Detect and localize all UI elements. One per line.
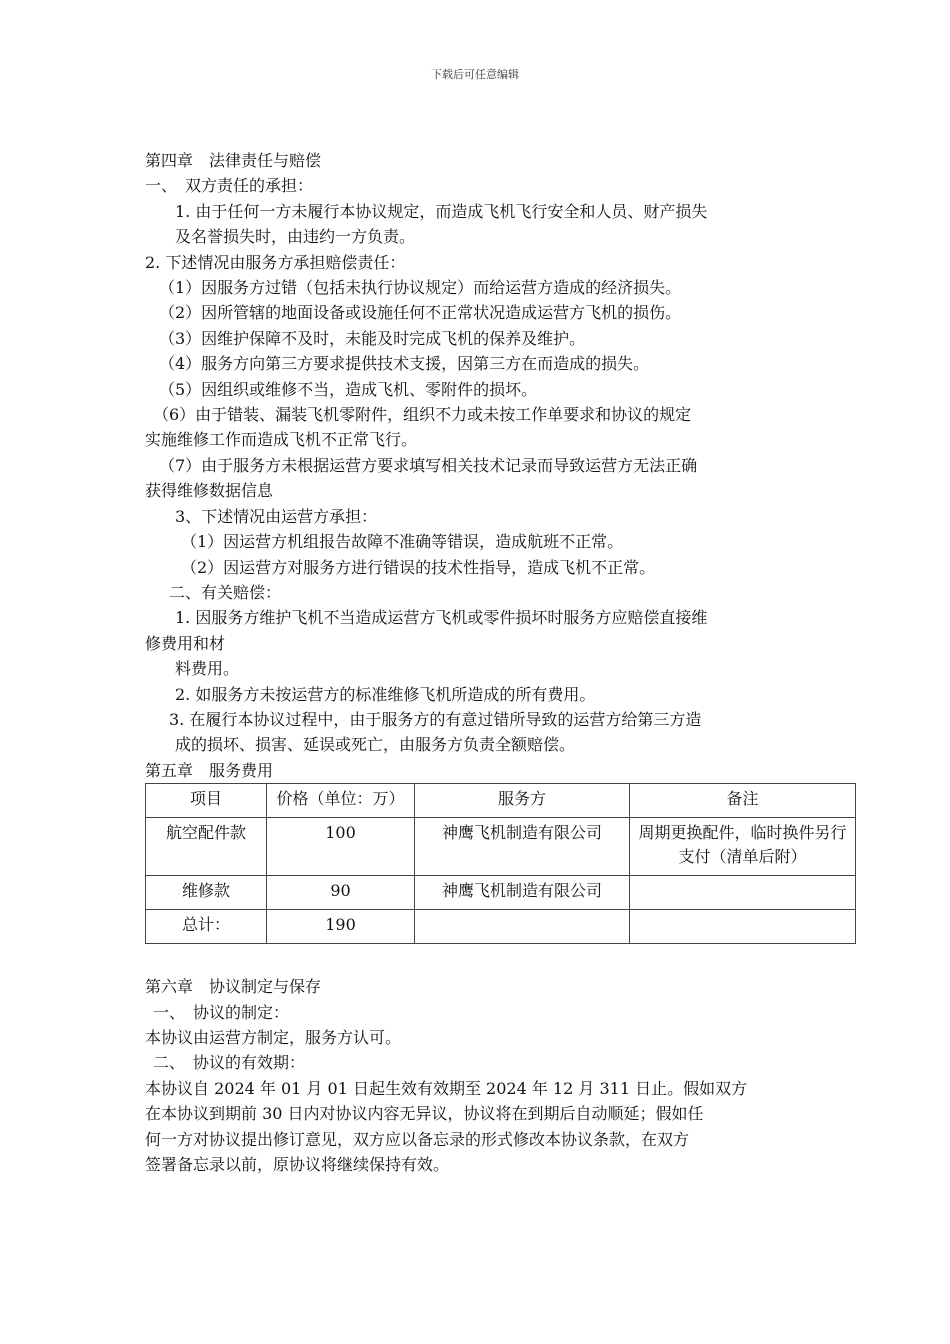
list-item: （1）因运营方机组报告故障不准确等错误，造成航班不正常。 — [181, 532, 624, 552]
paragraph: 签署备忘录以前，原协议将继续保持有效。 — [145, 1155, 450, 1174]
table-row — [146, 910, 856, 944]
list-item: （7）由于服务方未根据运营方要求填写相关技术记录而导致运营方无法正确 — [159, 455, 698, 475]
section-heading: 二、 协议的有效期： — [153, 1053, 306, 1073]
table-cell: 90 — [267, 876, 415, 910]
paragraph: 本协议由运营方制定，服务方认可。 — [145, 1027, 402, 1047]
paragraph: 1. 因服务方维护飞机不当造成运营方飞机或零件损坏时服务方应赔偿直接维 — [175, 608, 708, 628]
list-item: （2）因所管辖的地面设备或设施任何不正常状况造成运营方飞机的损伤。 — [159, 303, 682, 323]
section-heading: 一、 协议的制定： — [153, 1002, 290, 1022]
chapter-5-title: 第五章 服务费用 — [145, 760, 274, 780]
paragraph: 料费用。 — [175, 659, 240, 679]
table-cell: 100 — [267, 818, 415, 876]
list-item: （3）因维护保障不及时，未能及时完成飞机的保养及维护。 — [159, 328, 586, 348]
page-header: 下载后可任意编辑 — [431, 68, 519, 81]
table-header-cell: 备注 — [630, 784, 856, 818]
paragraph: 在本协议到期前 30 日内对协议内容无异议，协议将在到期后自动顺延；假如任 — [145, 1104, 704, 1124]
paragraph: 成的损坏、损害、延误或死亡，由服务方负责全额赔偿。 — [175, 735, 576, 755]
list-item: （4）服务方向第三方要求提供技术支援，因第三方在而造成的损失。 — [159, 354, 650, 374]
paragraph: 2. 如服务方未按运营方的标准维修飞机所造成的所有费用。 — [175, 684, 596, 704]
table-cell: 190 — [267, 910, 415, 944]
table-row — [146, 876, 856, 910]
paragraph: 及名誉损失时，由违约一方负责。 — [175, 227, 416, 247]
table-header-cell: 价格（单位：万） — [267, 784, 415, 818]
table-header-cell: 项目 — [146, 784, 267, 818]
section-heading: 一、 双方责任的承担： — [145, 176, 314, 196]
table-cell — [415, 910, 630, 944]
list-item: （5）因组织或维修不当，造成飞机、零附件的损坏。 — [159, 379, 538, 399]
chapter-4-title: 第四章 法律责任与赔偿 — [145, 151, 322, 170]
paragraph: 何一方对协议提出修订意见，双方应以备忘录的形式修改本协议条款，在双方 — [145, 1129, 690, 1149]
table-cell: 总计： — [146, 910, 267, 944]
table-header-row — [146, 784, 856, 818]
table-cell: 周期更换配件，临时换件另行支付（清单后附） — [630, 818, 856, 876]
table-row — [146, 818, 856, 876]
paragraph: 本协议自 2024 年 01 月 01 日起生效有效期至 2024 年 12 月 311 日止。假如双方 — [145, 1078, 748, 1098]
section-heading: 二、有关赔偿： — [169, 582, 282, 602]
list-item: （6）由于错装、漏装飞机零附件，组织不力或未按工作单要求和协议的规定 — [153, 405, 692, 425]
list-item-continuation: 获得维修数据信息 — [145, 481, 274, 501]
section-heading: 3、下述情况由运营方承担： — [175, 506, 378, 526]
section-heading: 2. 下述情况由服务方承担赔偿责任： — [145, 252, 406, 272]
fees-table — [145, 783, 856, 944]
list-item: （1）因服务方过错（包括未执行协议规定）而给运营方造成的经济损失。 — [159, 278, 682, 298]
spacer — [145, 944, 810, 974]
list-item-continuation: 实施维修工作而造成飞机不正常飞行。 — [145, 430, 418, 450]
table-cell — [630, 876, 856, 910]
table-cell — [630, 910, 856, 944]
paragraph: 1. 由于任何一方未履行本协议规定，而造成飞机飞行安全和人员、财产损失 — [175, 201, 708, 221]
document-body — [145, 148, 847, 1177]
chapter-6-title: 第六章 协议制定与保存 — [145, 977, 322, 997]
table-cell: 神鹰飞机制造有限公司 — [415, 818, 630, 876]
paragraph: 3. 在履行本协议过程中，由于服务方的有意过错所导致的运营方给第三方造 — [169, 709, 702, 729]
paragraph: 修费用和材 — [145, 633, 226, 653]
table-header-cell: 服务方 — [415, 784, 630, 818]
list-item: （2）因运营方对服务方进行错误的技术性指导，造成飞机不正常。 — [181, 557, 656, 577]
table-cell: 神鹰飞机制造有限公司 — [415, 876, 630, 910]
table-cell: 航空配件款 — [146, 818, 267, 876]
table-cell: 维修款 — [146, 876, 267, 910]
